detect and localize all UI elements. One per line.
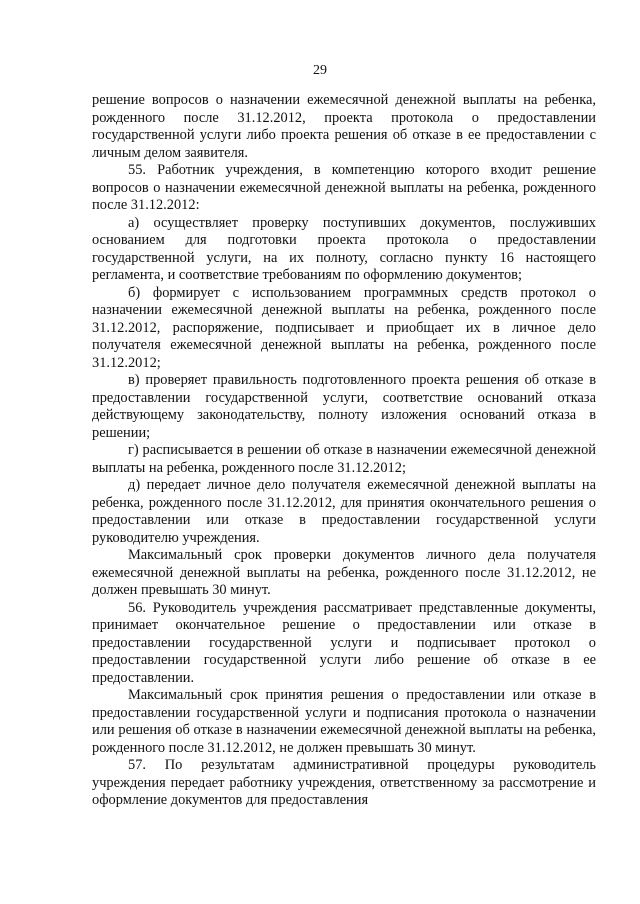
- paragraph-item-57: 57. По результатам административной процедуры руководитель учреждения передает работнику учреждения, ответственному за рассмотрение и оформление документов для предоставления: [92, 757, 596, 808]
- paragraph-item-55: 55. Работник учреждения, в компетенцию которого входит решение вопросов о назначении ежемесячной денежной выплаты на ребенка, рожденного после 31.12.2012:: [92, 162, 596, 213]
- paragraph-item-55v: в) проверяет правильность подготовленного проекта решения об отказе в предоставлении государственной услуги, соответствие оснований отказа действующему законодательству, полноту изложения оснований отказа в решении;: [92, 372, 596, 441]
- page-number: 29: [313, 63, 327, 78]
- paragraph-time-limit-check: Максимальный срок проверки документов личного дела получателя ежемесячной денежной выплаты на ребенка, рожденного после 31.12.2012, не должен превышать 30 минут.: [92, 547, 596, 598]
- paragraph-item-55b: б) формирует с использованием программных средств протокол о назначении ежемесячной денежной выплаты на ребенка, рожденного после 31.12.2012, распоряжение, подписывает и приобщает их в личное дело получателя ежемесячной денежной выплаты на ребенка, рожденного после 31.12.2012;: [92, 284, 596, 371]
- paragraph-item-55a: а) осуществляет проверку поступивших документов, послуживших основанием для подготовки проекта протокола о предоставлении государственной услуги, на их полноту, согласно пункту 16 настоящего регламента, и соответствие требованиям по оформлению документов;: [92, 214, 596, 283]
- document-body: [92, 92, 596, 810]
- paragraph-continuation: решение вопросов о назначении ежемесячной денежной выплаты на ребенка, рожденного после 31.12.2012, проекта протокола о предоставлении государственной услуги либо проекта решения об отказе в ее предоставлении с личным делом заявителя.: [92, 92, 596, 161]
- paragraph-item-56: 56. Руководитель учреждения рассматривает представленные документы, принимает окончательное решение о предоставлении или отказе в предоставлении государственной услуги и подписывает протокол о предоставлении государственной услуги либо решение об отказе в ее предоставлении.: [92, 599, 596, 686]
- paragraph-item-55d: д) передает личное дело получателя ежемесячной денежной выплаты на ребенка, рожденного после 31.12.2012, для принятия окончательного решения о предоставлении или отказе в предоставлении государственной услуги руководителю учреждения.: [92, 477, 596, 546]
- paragraph-item-55g: г) расписывается в решении об отказе в назначении ежемесячной денежной выплаты на ребенка, рожденного после 31.12.2012;: [92, 442, 596, 476]
- paragraph-time-limit-decision: Максимальный срок принятия решения о предоставлении или отказе в предоставлении государственной услуги и подписания протокола о назначении или решения об отказе в назначении ежемесячной денежной выплаты на ребенка, рожденного после 31.12.2012, не должен превышать 30 минут.: [92, 687, 596, 756]
